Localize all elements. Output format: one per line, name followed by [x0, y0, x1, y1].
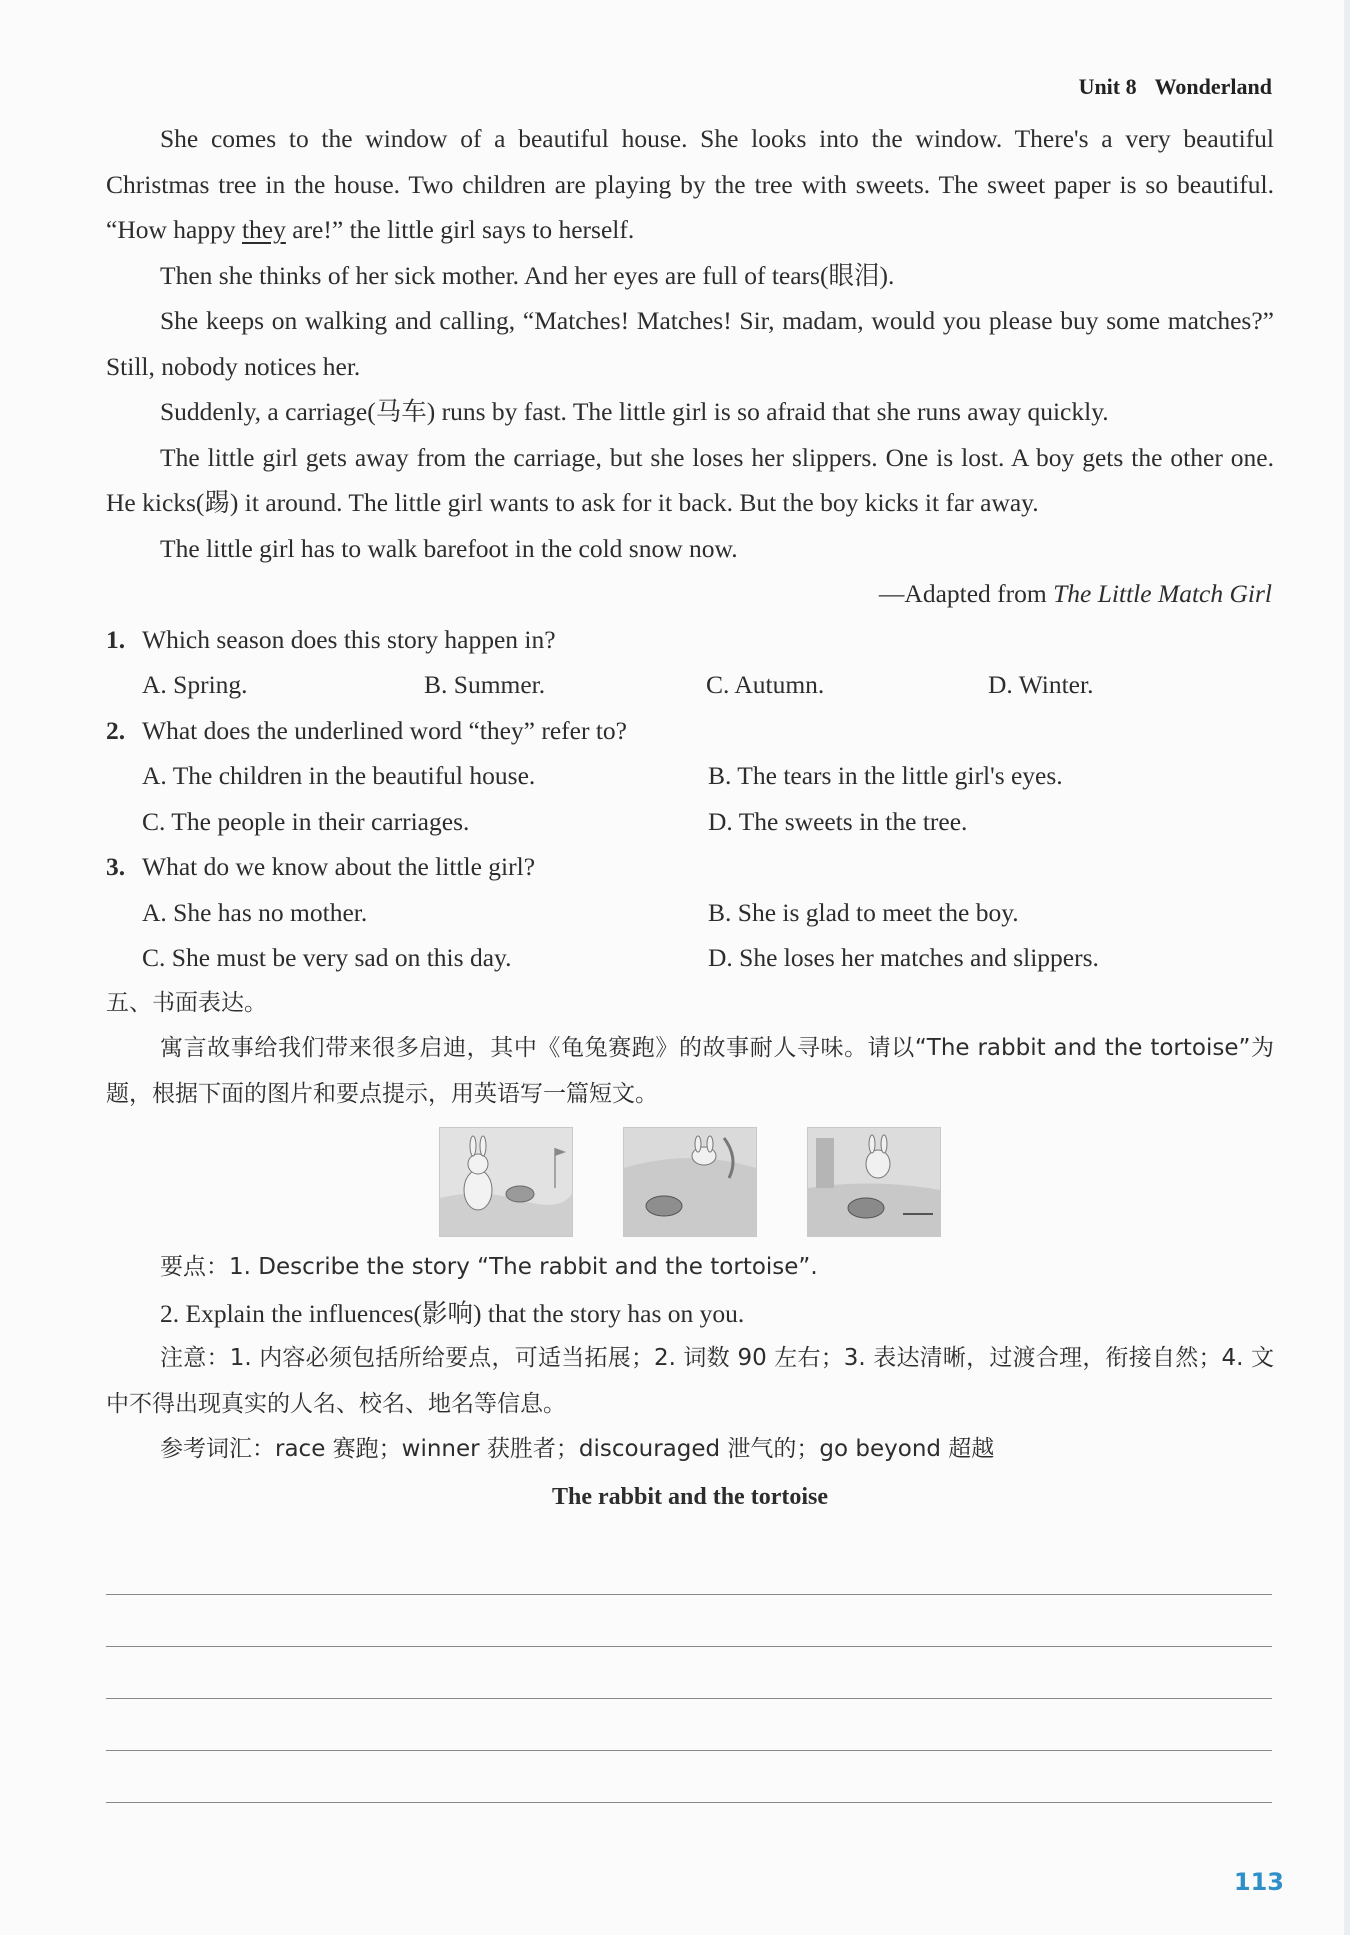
option-a: A. She has no mother.	[142, 897, 368, 927]
option-b: B. She is glad to meet the boy.	[708, 897, 1019, 927]
answer-line[interactable]	[106, 1594, 1272, 1595]
story-paragraph-5: The little girl gets away from the carriage, but she loses her slippers. One is lost. A boy gets the other one. He kicks(踢) it around. The little girl wants to ask for it back. But the boy kicks it far away.	[106, 442, 1274, 517]
story-paragraph-2: Then she thinks of her sick mother. And her eyes are full of tears(眼泪).	[160, 260, 895, 290]
underlined-word: they	[241, 215, 286, 244]
vocabulary-hint: 参考词汇：race 赛跑；winner 获胜者；discouraged 泄气的；go beyond 超越	[160, 1436, 995, 1462]
section-title: 五、书面表达。	[106, 989, 267, 1016]
unit-label: Unit 8	[1078, 74, 1137, 99]
option-a: A. Spring.	[142, 670, 248, 699]
option-b: B. The tears in the little girl's eyes.	[708, 761, 1063, 790]
answer-line[interactable]	[106, 1802, 1272, 1803]
answer-line[interactable]	[106, 1750, 1272, 1751]
option-d: D. Winter.	[988, 670, 1094, 699]
writing-notes: 注意：1. 内容必须包括所给要点，可适当拓展；2. 词数 90 左右；3. 表达清晰，过渡合理，衔接自然；4. 文中不得出现真实的人名、校名、地名等信息。	[106, 1345, 1274, 1417]
page-number: 113	[1233, 1868, 1284, 1896]
answer-line[interactable]	[106, 1646, 1272, 1647]
page-edge	[1344, 0, 1350, 1935]
answer-line[interactable]	[106, 1698, 1272, 1699]
story-source: —Adapted from The Little Match Girl	[878, 579, 1272, 608]
unit-title: Wonderland	[1154, 74, 1272, 99]
story-paragraph-3: She keeps on walking and calling, “Matches! Matches! Sir, madam, would you please buy some matches?” Still, nobody notices her.	[106, 306, 1274, 381]
option-a: A. The children in the beautiful house.	[142, 761, 536, 790]
option-b: B. Summer.	[424, 670, 546, 699]
writing-intro: 寓言故事给我们带来很多启迪，其中《龟兔赛跑》的故事耐人寻味。请以“The rabbit and the tortoise”为题，根据下面的图片和要点提示，用英语写一篇短文。	[106, 1035, 1274, 1107]
writing-point-2: 2. Explain the influences(影响) that the story has on you.	[160, 1298, 745, 1328]
rabbit-tortoise-picture-2	[623, 1127, 757, 1237]
option-d: D. The sweets in the tree.	[708, 806, 968, 836]
question-2: 2. What does the underlined word “they” refer to? A. The children in the beautiful house. B. The tears in the little girl's eyes. C. The people in their carriages. D. The sweets in the tree.	[106, 708, 1274, 845]
story-paragraph-6: The little girl has to walk barefoot in the cold snow now.	[160, 533, 738, 563]
page-header	[1079, 74, 1272, 100]
option-c: C. Autumn.	[706, 670, 825, 699]
story-pictures	[106, 1127, 1274, 1237]
rabbit-tortoise-picture-3	[807, 1127, 941, 1237]
writing-lines	[106, 1594, 1272, 1854]
question-1: 1. Which season does this story happen in? A. Spring. B. Summer. C. Autumn. D. Winter.	[106, 617, 1274, 708]
essay-title: The rabbit and the tortoise	[552, 1483, 828, 1510]
option-d: D. She loses her matches and slippers.	[708, 943, 1099, 972]
writing-point-1: 要点：1. Describe the story “The rabbit and the tortoise”.	[160, 1254, 818, 1280]
rabbit-tortoise-picture-1	[439, 1127, 573, 1237]
story-paragraph-4: Suddenly, a carriage(马车) runs by fast. The little girl is so afraid that she runs away quickly.	[160, 397, 1109, 426]
option-c: C. The people in their carriages.	[142, 806, 470, 836]
story-paragraph-1: She comes to the window of a beautiful house. She looks into the window. There's a very beautiful Christmas tree in the house. Two children are playing by the tree with sweets. The sweet paper is so beautiful. “How happy they are!” the little girl says to herself.	[106, 124, 1274, 244]
question-3: 3. What do we know about the little girl? A. She has no mother. B. She is glad to meet the boy. C. She must be very sad on this day. D. She loses her matches and slippers.	[106, 844, 1274, 981]
reading-passage	[106, 116, 1274, 1520]
option-c: C. She must be very sad on this day.	[142, 943, 512, 972]
